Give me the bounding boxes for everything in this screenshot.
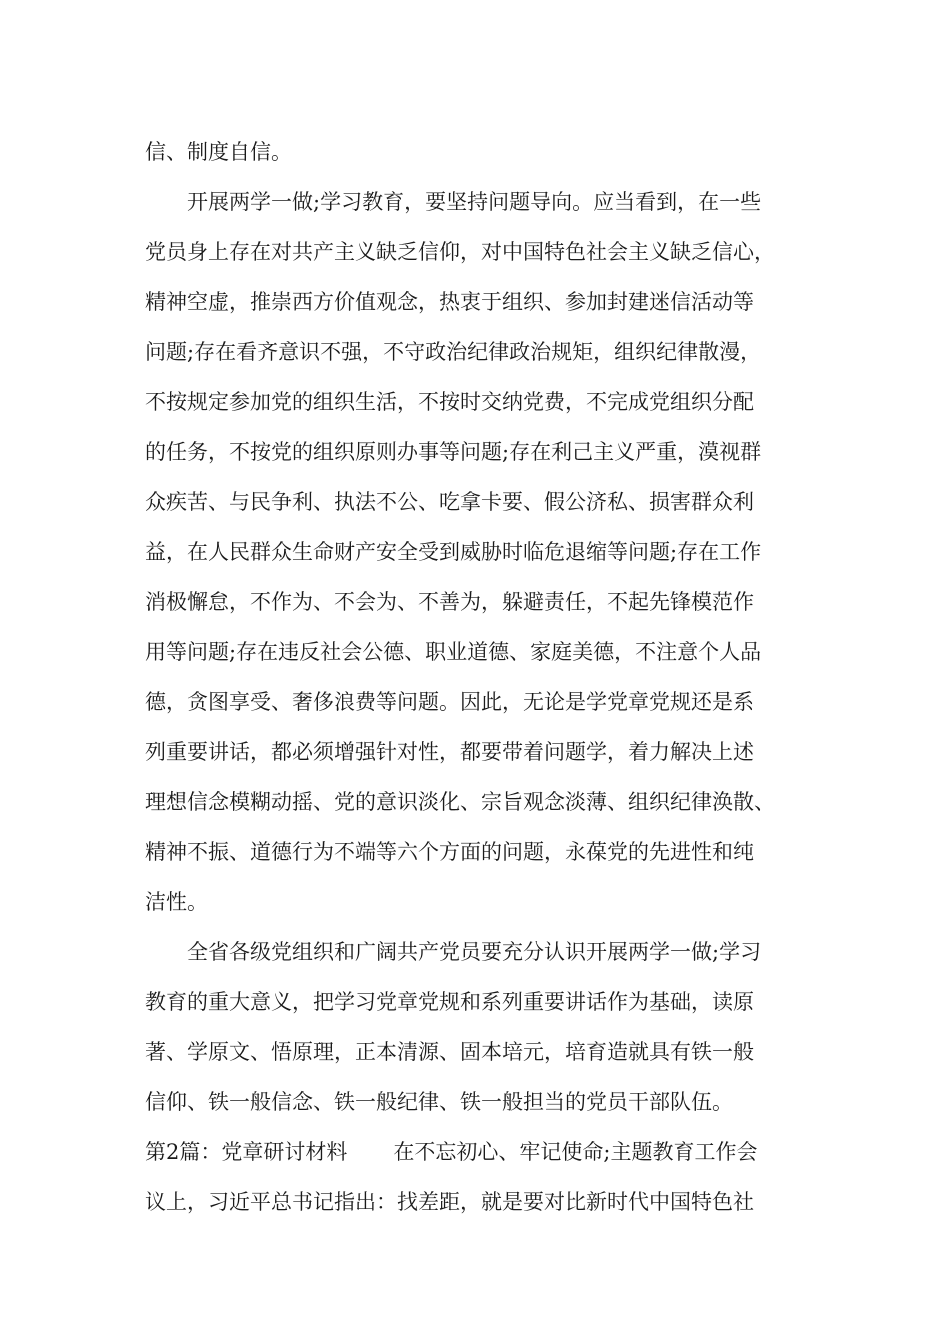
section-heading-line bbox=[145, 1127, 815, 1177]
text-line: 教育的重大意义，把学习党章党规和系列重要讲话作为基础，读原 bbox=[145, 990, 754, 1014]
text-line: 理想信念模糊动摇、党的意识淡化、宗旨观念淡薄、组织纪律涣散、 bbox=[145, 790, 775, 814]
text-line: 党员身上存在对共产主义缺乏信仰，对中国特色社会主义缺乏信心， bbox=[145, 240, 775, 264]
text-line: 精神空虚，推崇西方价值观念，热衷于组织、参加封建迷信活动等 bbox=[145, 290, 754, 314]
text-line: 信、制度自信。 bbox=[145, 140, 292, 164]
text-line: 不按规定参加党的组织生活，不按时交纳党费，不完成党组织分配 bbox=[145, 390, 754, 414]
text-line: 洁性。 bbox=[145, 890, 208, 914]
paragraph-start-line: 开展两学一做;学习教育，要坚持问题导向。应当看到，在一些 bbox=[187, 190, 762, 214]
text-line: 议上，习近平总书记指出：找差距，就是要对比新时代中国特色社 bbox=[145, 1190, 754, 1214]
text-line: 益，在人民群众生命财产安全受到威胁时临危退缩等问题;存在工作 bbox=[145, 540, 762, 564]
text-line: 德，贪图享受、奢侈浪费等问题。因此，无论是学党章党规还是系 bbox=[145, 690, 754, 714]
text-line: 精神不振、道德行为不端等六个方面的问题，永葆党的先进性和纯 bbox=[145, 840, 754, 864]
text-line: 著、学原文、悟原理，正本清源、固本培元，培育造就具有铁一般 bbox=[145, 1040, 754, 1064]
text-line: 消极懈怠，不作为、不会为、不善为，躲避责任，不起先锋模范作 bbox=[145, 590, 754, 614]
paragraph-start-line: 全省各级党组织和广阔共产党员要充分认识开展两学一做;学习 bbox=[187, 940, 762, 964]
text-line: 的任务，不按党的组织原则办事等问题;存在利己主义严重，漠视群 bbox=[145, 440, 762, 464]
text-line: 问题;存在看齐意识不强，不守政治纪律政治规矩，组织纪律散漫， bbox=[145, 340, 762, 364]
text-line: 信仰、铁一般信念、铁一般纪律、铁一般担当的党员干部队伍。 bbox=[145, 1090, 733, 1114]
text-line: 用等问题;存在违反社会公德、职业道德、家庭美德，不注意个人品 bbox=[145, 640, 762, 664]
document-body bbox=[145, 127, 815, 1227]
section-text: 在不忘初心、牢记使命;主题教育工作会 bbox=[393, 1140, 758, 1164]
text-line: 众疾苦、与民争利、执法不公、吃拿卡要、假公济私、损害群众利 bbox=[145, 490, 754, 514]
section-heading: 第2篇：党章研讨材料 bbox=[145, 1140, 348, 1164]
text-line: 列重要讲话，都必须增强针对性，都要带着问题学，着力解决上述 bbox=[145, 740, 754, 764]
